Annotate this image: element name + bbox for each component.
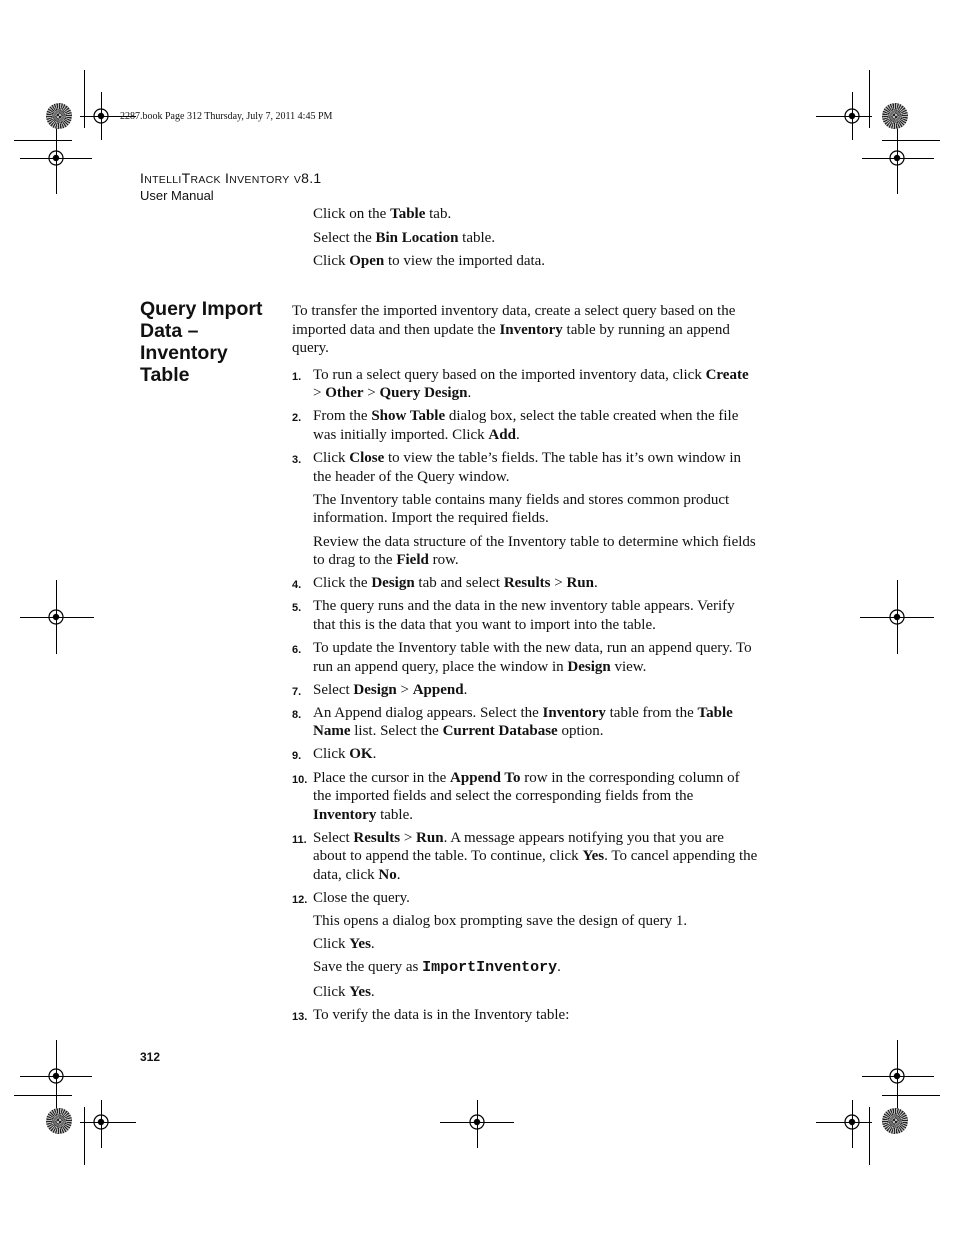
list-item bbox=[292, 829, 758, 885]
step-text: Click Close to view the table’s fields. The table has it’s own window in the header of the Query window. bbox=[313, 450, 741, 485]
step-number: 4. bbox=[292, 579, 302, 592]
registration-mark-icon bbox=[44, 146, 68, 170]
list-item bbox=[292, 639, 758, 676]
step-text: Select Design > Append. bbox=[313, 681, 468, 698]
step-text: From the Show Table dialog box, select the table created when the file was initially imported. Click Add. bbox=[313, 408, 739, 444]
crop-mark bbox=[869, 1107, 870, 1165]
registration-mark-icon bbox=[465, 1110, 489, 1134]
step-note: This opens a dialog box prompting save the design of query 1. bbox=[313, 913, 688, 930]
list-item bbox=[292, 704, 758, 741]
crop-mark bbox=[882, 140, 940, 141]
running-header-subtitle: User Manual bbox=[140, 188, 214, 203]
step-text: Click OK. bbox=[313, 746, 377, 763]
step-number: 7. bbox=[292, 685, 302, 698]
list-item bbox=[292, 449, 758, 570]
step-number: 12. bbox=[292, 894, 308, 907]
list-item bbox=[292, 597, 758, 634]
step-number: 8. bbox=[292, 708, 302, 721]
list-item bbox=[292, 366, 758, 403]
star-target-icon bbox=[882, 1108, 908, 1134]
list-item bbox=[292, 681, 758, 700]
registration-mark-icon bbox=[840, 1110, 864, 1134]
section-title: Query Import Data – Inventory Table bbox=[140, 298, 263, 386]
step-note: Save the query as ImportInventory. bbox=[313, 959, 561, 977]
registration-mark-icon bbox=[89, 1110, 113, 1134]
intro-step: Select the Bin Location table. bbox=[313, 229, 496, 246]
step-number: 9. bbox=[292, 750, 302, 763]
step-text: An Append dialog appears. Select the Inventory table from the Table Name list. Select the Current Database option. bbox=[313, 704, 733, 740]
crop-mark bbox=[14, 1095, 72, 1096]
running-header-title: INTELLITRACK INVENTORY V8.1 bbox=[140, 170, 322, 186]
registration-mark-icon bbox=[885, 605, 909, 629]
crop-mark bbox=[84, 70, 85, 128]
step-number: 2. bbox=[292, 412, 302, 425]
step-number: 5. bbox=[292, 602, 302, 615]
intro-step: Click Open to view the imported data. bbox=[313, 253, 546, 269]
step-note: Review the data structure of the Inventory table to determine which fields to drag to the Field row. bbox=[313, 533, 756, 569]
step-text: To update the Inventory table with the new data, run an append query. To run an append query, place the window in Design view. bbox=[313, 640, 752, 675]
step-text: Select Results > Run. A message appears notifying you that you are about to append the table. To continue, click Yes. To cancel appending the data, click No. bbox=[313, 829, 758, 884]
step-note: Click Yes. bbox=[313, 936, 375, 953]
step-number: 10. bbox=[292, 773, 308, 786]
query-name-code: ImportInventory bbox=[422, 959, 558, 977]
registration-mark-icon bbox=[885, 146, 909, 170]
intro-steps bbox=[313, 206, 763, 277]
registration-mark-icon bbox=[44, 1064, 68, 1088]
list-item bbox=[292, 574, 758, 593]
book-slug-line: 2287.book Page 312 Thursday, July 7, 2011 4:45 PM bbox=[120, 111, 333, 122]
step-text: Place the cursor in the Append To row in the corresponding column of the imported fields and select the corresponding fields from the Inventory table. bbox=[313, 769, 740, 823]
step-number: 3. bbox=[292, 454, 302, 467]
crop-mark bbox=[84, 1107, 85, 1165]
step-number: 11. bbox=[292, 833, 307, 846]
registration-mark-icon bbox=[44, 605, 68, 629]
crop-mark bbox=[869, 70, 870, 128]
list-item bbox=[292, 407, 758, 444]
crop-mark bbox=[14, 140, 72, 141]
registration-mark-icon bbox=[885, 1064, 909, 1088]
list-item bbox=[292, 1006, 758, 1025]
step-text: The query runs and the data in the new inventory table appears. Verify that this is the data that you want to import into the table. bbox=[313, 598, 735, 633]
star-target-icon bbox=[46, 1108, 72, 1134]
step-text: To run a select query based on the imported inventory data, click Create > Other > Query Design. bbox=[313, 366, 749, 402]
step-number: 13. bbox=[292, 1010, 308, 1023]
page-number: 312 bbox=[140, 1050, 161, 1064]
step-text: Click the Design tab and select Results > Run. bbox=[313, 575, 598, 592]
step-number: 6. bbox=[292, 644, 302, 656]
section-body bbox=[292, 302, 758, 1029]
intro-step: Click on the Table tab. bbox=[313, 206, 452, 222]
step-text: Close the query. bbox=[313, 890, 410, 907]
registration-mark-icon bbox=[89, 104, 113, 128]
step-list bbox=[292, 366, 758, 1024]
section-intro: To transfer the imported inventory data, create a select query based on the imported data and then update the Inventory table by running an append query. bbox=[292, 303, 736, 357]
step-note: Click Yes. bbox=[313, 983, 375, 1000]
registration-mark-icon bbox=[840, 104, 864, 128]
list-item bbox=[292, 889, 758, 1001]
star-target-icon bbox=[882, 103, 908, 129]
step-number: 1. bbox=[292, 370, 302, 383]
star-target-icon bbox=[46, 103, 72, 129]
list-item bbox=[292, 769, 758, 825]
list-item bbox=[292, 745, 758, 764]
step-text: To verify the data is in the Inventory table: bbox=[313, 1006, 570, 1023]
step-note: The Inventory table contains many fields and stores common product information. Import the required fields. bbox=[313, 491, 730, 527]
crop-mark bbox=[882, 1095, 940, 1096]
